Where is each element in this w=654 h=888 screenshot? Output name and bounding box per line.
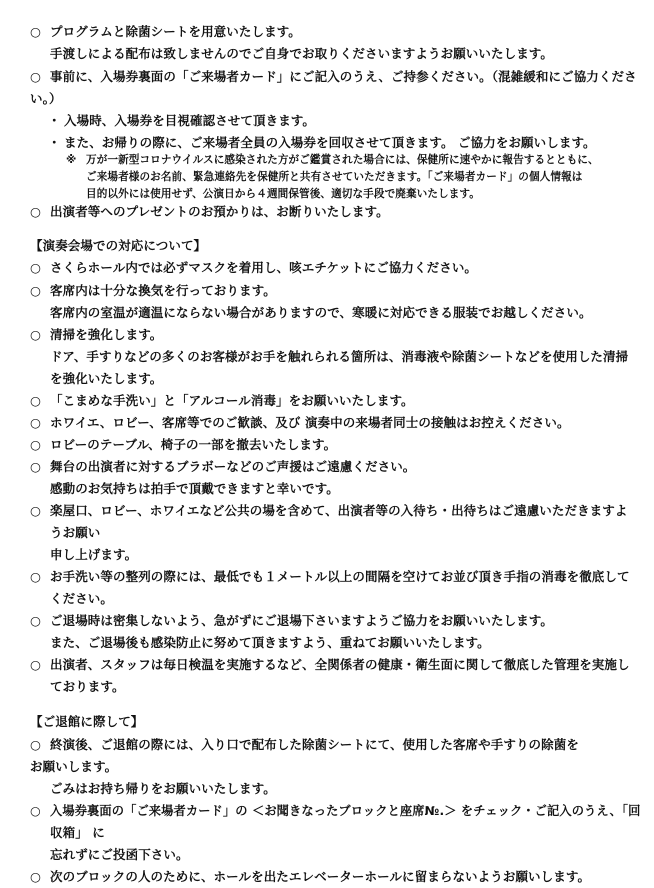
bullet-leaving-cont: また、ご退場後も感染防止に努めて頂きますよう、重ねてお願いいたします。 [50, 635, 490, 650]
bullet-mask: ○ さくらホール内では必ずマスクを着用し、咳エチケットにご協力ください。 [30, 260, 478, 275]
circle-bullet-icon: ○ [30, 415, 42, 430]
sub-bullet-ticket-collect: ・ また、お帰りの際に、ご来場者全員の入場券を回収させて頂きます。 ご協力をお願いします。 [48, 135, 596, 150]
note-infection-cont-1: ご来場者様のお名前、緊急連絡先を保健所と共有させていただきます。「ご来場者カード」の個人情報は [86, 171, 583, 183]
circle-bullet-icon: ○ [30, 804, 41, 818]
bullet-ventilation: ○ 客席内は十分な換気を行っております。 [30, 283, 276, 298]
bullet-visitor-card-cont: い。） [30, 91, 62, 106]
bullet-seat-card-cont-1: 収箱」 に [50, 825, 105, 840]
bullet-cheering-cont: 感動のお気持ちは拍手で頂戴できますと幸いです。 [50, 481, 339, 496]
bullet-queue-cont: ください。 [50, 591, 114, 606]
bullet-seat-card-cont-2: 忘れずにご投函下さい。 [50, 847, 189, 862]
bullet-waiting-cont-1: うお願い [50, 525, 101, 540]
circle-bullet-icon: ○ [30, 24, 42, 39]
bullet-cleaning-cont-2: を強化いたします。 [50, 371, 163, 386]
section-heading-venue: 【演奏会場での対応について】 [30, 238, 207, 253]
note-infection-cont-2: 目的以外には使用せず、公演日から４週間保管後、適切な手段で廃棄いたします。 [86, 188, 480, 200]
bullet-disinfect: ○ 終演後、ご退館の際には、入り口で配布した除菌シートにて、使用した客席や手すりの除菌を [30, 737, 579, 752]
note-mark-icon: ※ [66, 154, 77, 166]
section-heading-exit: 【ご退館に際して】 [30, 714, 144, 729]
bullet-elevator-hall: ○ 次のブロックの人のために、ホールを出たエレベーターホールに留まらないようお願いします。 [30, 869, 591, 884]
bullet-conversation: ○ ホワイエ、ロビー、客席等でのご歓談、及び 演奏中の来場者同士の接触はお控えください。 [30, 415, 570, 430]
circle-bullet-icon: ○ [30, 393, 42, 408]
bullet-lobby-furniture: ○ ロビーのテーブル、椅子の一部を撤去いたします。 [30, 437, 337, 452]
bullet-leaving: ○ ご退場時は密集しないよう、急がずにご退場下さいますようご協力をお願いいたします。 [30, 613, 554, 628]
circle-bullet-icon: ○ [30, 503, 42, 518]
bullet-presents: ○ 出演者等へのプレゼントのお預かりは、お断りいたします。 [30, 204, 389, 219]
circle-bullet-icon: ○ [30, 613, 42, 628]
circle-bullet-icon: ○ [30, 327, 42, 342]
sub-bullet-ticket-check: ・ 入場時、入場券を目視確認させて頂きます。 [48, 113, 316, 128]
bullet-garbage: ごみはお持ち帰りをお願いいたします。 [50, 781, 276, 796]
bullet-queue: ○ お手洗い等の整列の際には、最低でも１メートル以上の間隔を空けてお並び頂き手指の消毒を徹底して [30, 569, 630, 584]
circle-bullet-icon: ○ [30, 260, 42, 275]
dot-bullet-icon: ・ [48, 135, 61, 150]
bullet-disinfect-cont: お願いします。 [30, 759, 118, 774]
bullet-cleaning-cont-1: ドア、手すりなどの多くのお客様がお手を触れられる箇所は、消毒液や除菌シートなどを使用した清掃 [50, 349, 629, 364]
circle-bullet-icon: ○ [30, 437, 42, 452]
note-infection: ※ 万が一新型コロナウイルスに感染された方がご鑑賞された場合には、保健所に速やかに報告するとともに、 [66, 154, 599, 166]
bullet-waiting: ○ 楽屋口、ロビー、ホワイエなど公共の場を含めて、出演者等の入待ち・出待ちはご遠慮いただきますよ [30, 503, 628, 518]
circle-bullet-icon: ○ [30, 869, 42, 884]
dot-bullet-icon: ・ [48, 113, 61, 128]
circle-bullet-icon: ○ [30, 69, 42, 84]
bullet-handwash: ○ 「こまめな手洗い」と「アルコール消毒」をお願いいたします。 [30, 393, 414, 408]
bullet-staff-health: ○ 出演者、スタッフは毎日検温を実施するなど、全関係者の健康・衛生面に関して徹底した管理を実施し [30, 657, 630, 672]
bullet-program-cont: 手渡しによる配布は致しませんのでご自身でお取りくださいますようお願いいたします。 [50, 46, 554, 61]
circle-bullet-icon: ○ [30, 204, 42, 219]
circle-bullet-icon: ○ [30, 283, 42, 298]
circle-bullet-icon: ○ [30, 569, 42, 584]
bullet-staff-health-cont: ております。 [50, 679, 125, 694]
bullet-program: ○ プログラムと除菌シートを用意いたします。 [30, 24, 301, 39]
circle-bullet-icon: ○ [30, 737, 42, 752]
bullet-visitor-card: ○ 事前に、入場券裏面の「ご来場者カード」にご記入のうえ、ご持参ください。（混雑緩和にご協力くださ [30, 69, 637, 84]
circle-bullet-icon: ○ [30, 459, 42, 474]
circle-bullet-icon: ○ [30, 657, 42, 672]
bullet-seat-card: ○ 入場券裏面の「ご来場者カード」の ＜お聞きなったブロックと座席№.＞ をチェック・ご記入のうえ、「回 [30, 804, 641, 818]
bullet-waiting-cont-2: 申し上げます。 [50, 547, 138, 562]
bullet-cheering: ○ 舞台の出演者に対するブラボーなどのご声援はご遠慮ください。 [30, 459, 416, 474]
bullet-ventilation-cont: 客席内の室温が適温にならない場合がありますので、寒暖に対応できる服装でお越しください。 [50, 305, 592, 320]
bullet-cleaning: ○ 清掃を強化します。 [30, 327, 163, 342]
